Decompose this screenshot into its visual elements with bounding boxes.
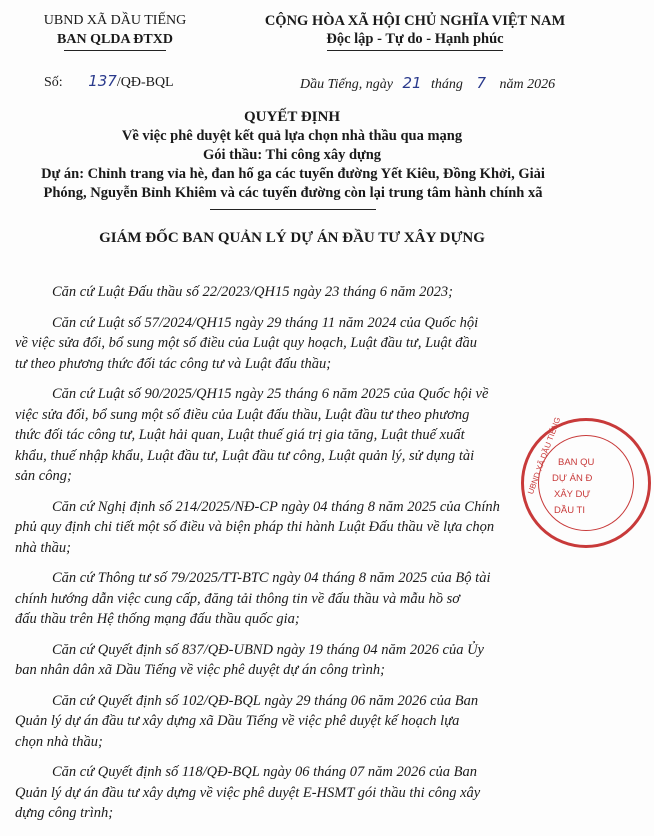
legal-basis-paragraph [15, 762, 571, 824]
document-number [44, 72, 174, 91]
paragraph-line: Căn cứ Luật Đấu thầu số 22/2023/QH15 ngày 23 tháng 6 năm 2023; [52, 284, 454, 300]
motto-underline [327, 50, 503, 51]
nation-name: CỘNG HÒA XÃ HỘI CHỦ NGHĨA VIỆT NAM [264, 13, 566, 29]
legal-basis-paragraph [15, 497, 571, 559]
decision-subject: Về việc phê duyệt kết quả lựa chọn nhà thầu qua mạng [121, 128, 463, 144]
paragraph-line: thức đối tác công tư, Luật hải quan, Luật thuế giá trị gia tăng, Luật thuế xuất [15, 427, 465, 443]
paragraph-line: nhà thầu; [15, 539, 71, 556]
date-place: Dầu Tiếng, ngày [300, 77, 393, 92]
national-motto: Độc lập - Tự do - Hạnh phúc [326, 31, 504, 47]
national-heading [250, 12, 580, 51]
legal-basis-paragraph [15, 640, 571, 681]
director-heading: GIÁM ĐỐC BAN QUẢN LÝ DỰ ÁN ĐẦU TƯ XÂY DỰNG [99, 230, 485, 246]
legal-basis-paragraph [15, 691, 571, 753]
stamp-line-1: BAN QU [558, 457, 595, 468]
paragraph-line: dựng công trình; [15, 805, 114, 821]
document-date [300, 74, 555, 93]
paragraph-line: Căn cứ Thông tư số 79/2025/TT-BTC ngày 04 tháng 8 năm 2025 của Bộ tài [52, 570, 491, 586]
title-block [10, 108, 574, 165]
paragraph-line: đấu thầu trên Hệ thống mạng đấu thầu quốc gia; [15, 611, 300, 627]
date-month-label: tháng [431, 77, 463, 92]
title-underline [210, 209, 376, 210]
stamp-line-4: DẦU TI [554, 505, 585, 516]
paragraph-line: Quản lý dự án đầu tư xây dựng về việc phê duyệt E-HSMT gói thầu thi công xây [15, 784, 481, 801]
stamp-ring-text: UBND XÃ DẦU TIẾNG [526, 416, 563, 496]
paragraph-line: ban nhân dân xã Dầu Tiếng về việc phê duyệt dự án công trình; [15, 662, 385, 678]
paragraph-line: Quản lý dự án đầu tư xây dựng xã Dầu Tiếng về việc phê duyệt kế hoạch lựa [15, 713, 460, 729]
official-stamp [521, 418, 651, 548]
paragraph-line: Căn cứ Quyết định số 118/QĐ-BQL ngày 06 tháng 07 năm 2026 của Ban [52, 764, 478, 780]
paragraph-line: Căn cứ Quyết định số 837/QĐ-UBND ngày 19 tháng 04 năm 2026 của Ủy [52, 641, 484, 658]
issuer-org: UBND XÃ DẦU TIẾNG [43, 13, 187, 28]
paragraph-line: chính hướng dẫn việc cung cấp, đăng tải thông tin về đấu thầu và mẫu hồ sơ [15, 590, 461, 607]
issuer-underline [64, 50, 166, 51]
date-day: 21 [402, 74, 422, 92]
date-year: năm 2026 [499, 77, 556, 92]
doc-number-prefix: Số: [44, 75, 63, 90]
legal-basis-paragraph [15, 568, 571, 630]
stamp-text [524, 416, 654, 551]
paragraph-line: khẩu, thuế nhập khẩu, Luật đầu tư, Luật đầu tư công, Luật quản lý, sử dụng tài [15, 447, 475, 464]
paragraph-line: tư theo phương thức đối tác công tư và Luật đấu thầu; [15, 355, 332, 372]
paragraph-line: Căn cứ Luật số 57/2024/QH15 ngày 29 tháng 11 năm 2024 của Quốc hội [52, 314, 479, 331]
stamp-line-3: XÂY DỰ [554, 489, 591, 500]
legal-basis-paragraph [15, 313, 571, 375]
project-line-1: Dự án: Chỉnh trang vỉa hè, đan hố ga các tuyến đường Yết Kiêu, Đồng Khởi, Giải [41, 166, 545, 182]
issuer-block [30, 12, 200, 51]
paragraph-line: về việc sửa đổi, bổ sung một số điều của Luật quy hoạch, Luật đầu tư, Luật đầu [15, 335, 478, 351]
legal-basis [15, 282, 571, 834]
legal-basis-paragraph [15, 384, 571, 487]
paragraph-line: phủ quy định chi tiết một số điều và biện pháp thi hành Luật Đấu thầu về lựa chọn [15, 519, 495, 535]
doc-number-suffix: /QĐ-BQL [116, 75, 174, 90]
paragraph-line: Căn cứ Luật số 90/2025/QH15 ngày 25 tháng 6 năm 2025 của Quốc hội về [52, 386, 489, 402]
project-line-2: Phóng, Nguyễn Bỉnh Khiêm và các tuyến đường còn lại trung tâm hành chính xã [43, 185, 543, 201]
legal-basis-paragraph [15, 282, 571, 303]
bid-package: Gói thầu: Thi công xây dựng [202, 147, 382, 163]
issuer-unit: BAN QLDA ĐTXD [57, 32, 173, 47]
stamp-line-2: DỰ ÁN Đ [552, 473, 593, 484]
paragraph-line: Căn cứ Nghị định số 214/2025/NĐ-CP ngày 04 tháng 8 năm 2025 của Chính [52, 498, 500, 515]
paragraph-line: sản công; [15, 468, 72, 484]
date-month: 7 [476, 74, 486, 92]
decision-title: QUYẾT ĐỊNH [244, 109, 340, 125]
paragraph-line: Căn cứ Quyết định số 102/QĐ-BQL ngày 29 tháng 06 năm 2026 của Ban [52, 692, 479, 709]
paragraph-line: chọn nhà thầu; [15, 733, 103, 750]
doc-number-handwritten: 137 [88, 72, 117, 90]
paragraph-line: việc sửa đổi, bổ sung một số điều của Luật đấu thầu, Luật đầu tư theo phương [15, 406, 470, 423]
